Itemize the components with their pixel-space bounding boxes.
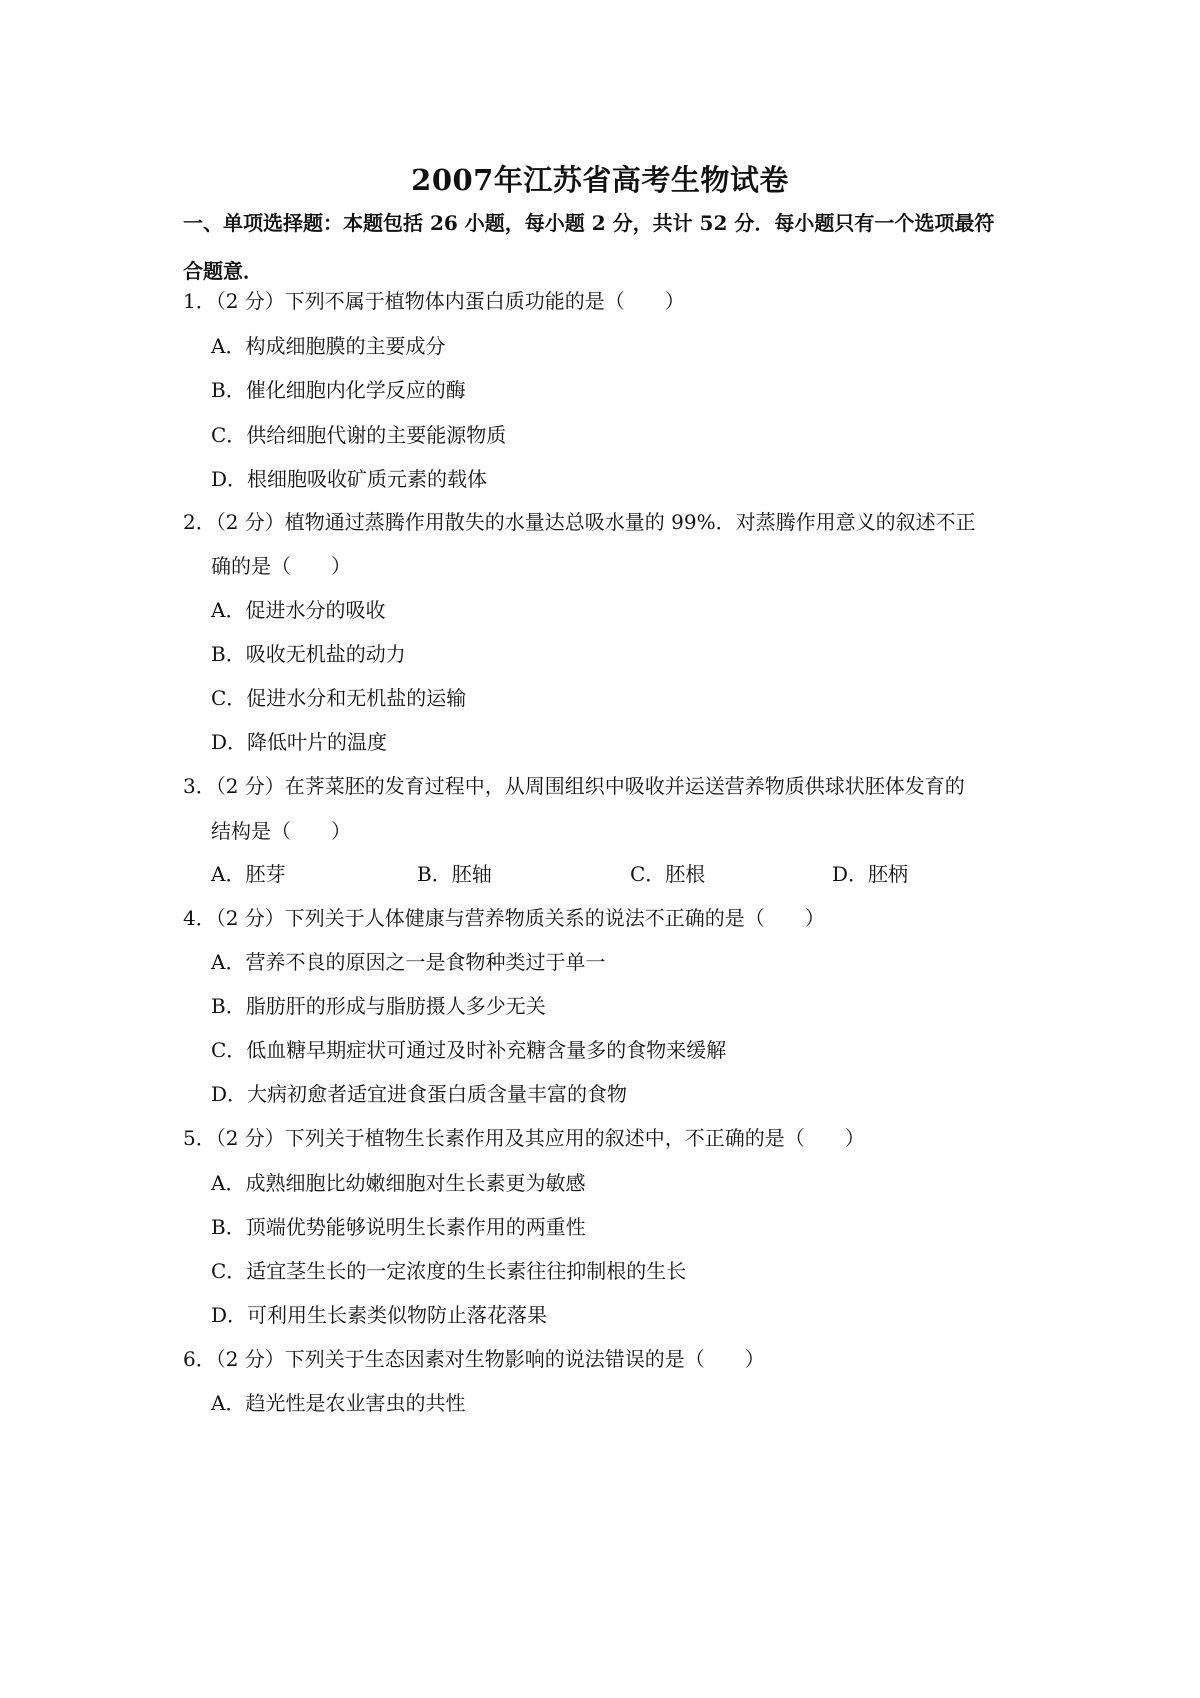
question-1-option-d: D．根细胞吸收矿质元素的载体 <box>211 467 488 491</box>
question-2-option-a: A．促进水分的吸收 <box>211 598 386 622</box>
question-2-option-d: D．降低叶片的温度 <box>211 730 388 754</box>
question-2-stem: 2．（2 分）植物通过蒸腾作用散失的水量达总吸水量的 99%．对蒸腾作用意义的叙述不正 <box>183 510 976 534</box>
question-1-option-b: B．催化细胞内化学反应的酶 <box>211 378 466 402</box>
question-1-stem: 1．（2 分）下列不属于植物体内蛋白质功能的是（ ） <box>183 289 685 313</box>
question-3-stem: 3．（2 分）在荠菜胚的发育过程中，从周围组织中吸收并运送营养物质供球状胚体发育的 <box>183 774 965 798</box>
question-4-option-d: D．大病初愈者适宜进食蛋白质含量丰富的食物 <box>211 1082 628 1106</box>
section-heading-line-2: 合题意． <box>183 259 263 283</box>
question-3-option-a: A．胚芽 <box>211 862 286 886</box>
question-1-option-a: A．构成细胞膜的主要成分 <box>211 334 446 358</box>
question-4-stem: 4．（2 分）下列关于人体健康与营养物质关系的说法不正确的是（ ） <box>183 906 825 930</box>
question-5-stem: 5．（2 分）下列关于植物生长素作用及其应用的叙述中，不正确的是（ ） <box>183 1126 865 1150</box>
section-heading <box>183 199 1033 295</box>
question-5-option-b: B．顶端优势能够说明生长素作用的两重性 <box>211 1215 586 1239</box>
section-heading-line-1: 一、单项选择题：本题包括 26 小题，每小题 2 分，共计 52 分．每小题只有一个选项最符 <box>183 211 995 235</box>
question-1-option-c: C．供给细胞代谢的主要能源物质 <box>211 423 507 447</box>
question-3-option-b: B．胚轴 <box>417 862 492 886</box>
question-5-option-d: D．可利用生长素类似物防止落花落果 <box>211 1303 548 1327</box>
question-3-option-d: D．胚柄 <box>832 862 909 886</box>
question-6-option-a: A．趋光性是农业害虫的共性 <box>211 1391 466 1415</box>
question-3-option-c: C．胚根 <box>630 862 706 886</box>
question-4-option-b: B．脂肪肝的形成与脂肪摄人多少无关 <box>211 994 546 1018</box>
question-4-option-a: A．营养不良的原因之一是食物种类过于单一 <box>211 950 606 974</box>
page-title: 2007年江苏省高考生物试卷 <box>411 163 789 197</box>
question-4-option-c: C．低血糖早期症状可通过及时补充糖含量多的食物来缓解 <box>211 1038 727 1062</box>
question-2-stem-continued: 确的是（ ） <box>211 554 351 578</box>
question-3-stem-continued: 结构是（ ） <box>211 819 351 843</box>
question-5-option-a: A．成熟细胞比幼嫩细胞对生长素更为敏感 <box>211 1171 586 1195</box>
question-5-option-c: C．适宜茎生长的一定浓度的生长素往往抑制根的生长 <box>211 1259 687 1283</box>
question-2-option-c: C．促进水分和无机盐的运输 <box>211 686 467 710</box>
question-2-option-b: B．吸收无机盐的动力 <box>211 642 406 666</box>
question-6-stem: 6．（2 分）下列关于生态因素对生物影响的说法错误的是（ ） <box>183 1347 765 1371</box>
